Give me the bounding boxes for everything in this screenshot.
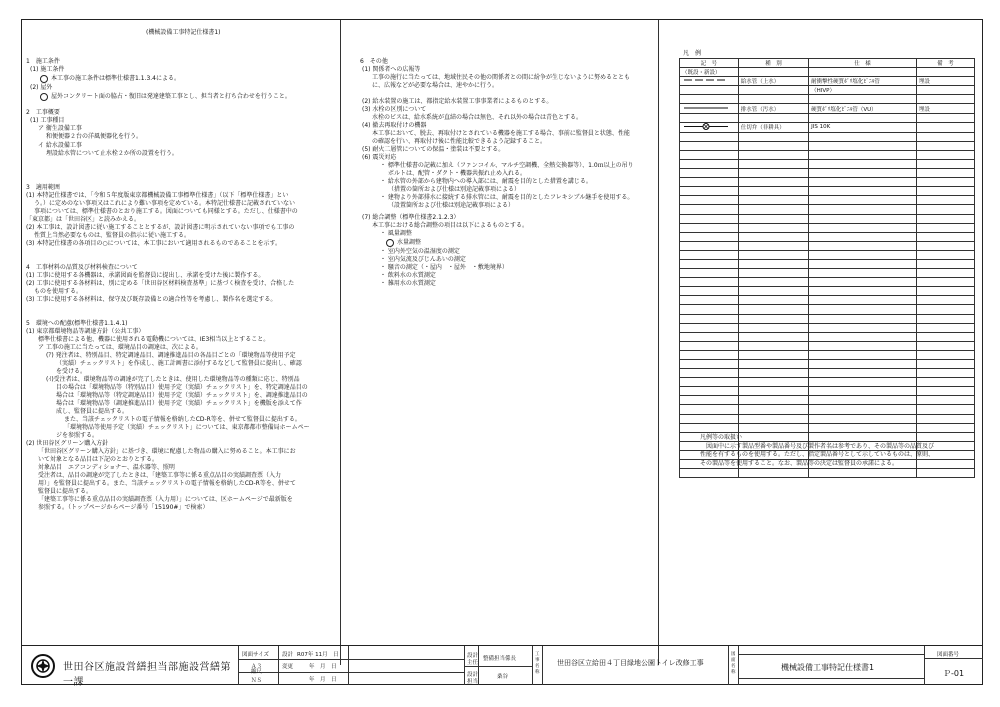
number-label: 図面番号 [937, 652, 960, 658]
drawing-name: 機械設備工事特記仕様書1 [781, 663, 875, 672]
spec-line-text: 和便便器２台の洋風便器化を行う。 [46, 133, 143, 140]
legend-cell [809, 113, 917, 122]
legend-cell [680, 113, 739, 122]
legend-empty-row [680, 250, 975, 259]
spec-line-text: (2) 給水装置の施工は、都指定給水装置工事事業者によるものとする。 [362, 98, 553, 105]
spec-line [46, 148, 178, 157]
legend-label: 凡 例 [683, 50, 702, 57]
legend-empty-row [680, 323, 975, 332]
spec-line-text: 本工事において、脱去、再取付けとされている機器を施工する場合、事前に監督員と状態、性能 [372, 130, 630, 137]
legend-row [680, 86, 975, 95]
spec-line-text: ・ 雑用水の水質測定 [380, 280, 436, 287]
note-line: その製品等を使用すること。なお、製品等の決定は監督員の承諾による。 [700, 459, 899, 467]
check-label-3: 設計 [467, 672, 479, 678]
size-label: 図面サイズ [242, 652, 270, 658]
spec-line-text: (3) 本特記仕様書の各項目の○については、本工事において適用されるものであることを示す。 [26, 240, 282, 247]
check-label-1: 設計 [467, 653, 479, 659]
spec-line-text: ・ 室内外空気の温湿度の測定 [380, 248, 460, 255]
spec-line-text: (2) 工事に使用する各材料は、別に定める「世田谷区材料検査基準」に基づく検査を受け、合格した [26, 280, 295, 287]
legend-empty-row [680, 405, 975, 414]
spec-line-text: 目の場合は「環境物品等（特別品目）使用予定（実績）チェックリスト」を、特定調達品目の [56, 384, 308, 391]
legend-empty-row [680, 196, 975, 205]
spec-line-text: を受ける。 [56, 368, 87, 375]
legend-empty-row [680, 141, 975, 150]
design-date: R07年 11月 日 [297, 652, 339, 658]
legend-cell [916, 95, 974, 104]
spec-line-text: 参照する。（トップページからページ番号「15190#」で検索） [38, 504, 209, 511]
spec-line [30, 82, 52, 91]
drawing-number: Ｐ-01 [943, 669, 965, 678]
legend-empty-row [680, 369, 975, 378]
spec-line-text: (6) 震災対応 [362, 154, 397, 161]
spec-line-text: (1) 施工条件 [30, 66, 65, 73]
spec-line-text: 標準仕様書による他、機器に使用される電動機については、IE3相当以上とすること。 [38, 336, 270, 343]
legend-row [680, 122, 975, 132]
legend-cell [916, 86, 974, 95]
spec-line [388, 200, 514, 209]
legend-cell [809, 68, 917, 77]
note-line: 図面中に示す製品型番や製品番号及び製作者名は参考であり、その製品等の品質及び [700, 442, 935, 450]
spec-line-text: (ｲ)受注者は、環境物品等の調達が完了したときは、使用した環境物品等の種類に応じ、特別品 [46, 376, 300, 383]
spec-line-text: 用）」を監督員に提出する。また、当該チェックリストの電子情報を格納したCD-R等を、併せて [38, 480, 296, 487]
spec-line-text: (7) 総合調整（標準仕様書2.1.2.3） [362, 214, 460, 221]
legend-cell [916, 113, 974, 122]
legend-empty-row [680, 269, 975, 278]
spec-line-text: (2) 本工事は、設計図書に従い施工することとするが、設計図書に明示されていない事項でも工事の [26, 224, 295, 231]
legend-cell [738, 86, 808, 95]
spec-line-text: 場合は「環境物品等（調達推進品目）使用予定（実績）チェックリスト」を機版を添えて作 [56, 400, 302, 407]
spec-line-text: 2 工事概要 [26, 109, 60, 116]
legend-cell [680, 95, 739, 104]
legend-empty-row [680, 396, 975, 405]
legend-empty-row [680, 159, 975, 168]
legend-cell [809, 95, 917, 104]
spec-line-text: ボルトは、配管・ダクト・機器共振れ止め入れる。 [388, 170, 527, 177]
drawing-label: 図面名称 [731, 652, 736, 675]
spec-line [30, 64, 64, 73]
legend-header: 種 別 [738, 59, 808, 68]
spec-line-text: (1) 工事種目 [30, 117, 65, 124]
legend-empty-row [680, 287, 975, 296]
legend-cell: 給水管（上水） [738, 77, 808, 86]
staff-name: 桑谷 [497, 674, 509, 680]
spec-line-text: 監督員に提出する。 [38, 488, 93, 495]
spec-line-text: 場合は「環境物品等（特定調達品目）使用予定（実績）チェックリスト」を、調達推進品目の [56, 392, 308, 399]
spec-line-text: 成し、監督員に提出する。 [56, 408, 129, 415]
legend-header: 備 考 [916, 59, 974, 68]
legend-empty-row [680, 187, 975, 196]
spec-line-text: (2) 世田谷区グリーン購入方針 [26, 440, 109, 447]
spec-line-text: また、当該チェックリストの電子情報を格納したCD-R等を、併せて監督員に提出する。 [64, 416, 301, 423]
legend-row [680, 95, 975, 104]
spec-line-text: （措置の箇所および仕様は別途記載事項による） [388, 186, 521, 193]
org-name: 世田谷区施設営繕担当部施設営繕第一課 [63, 662, 231, 688]
legend-cell: 排水管（汚水） [738, 104, 808, 113]
legend-row [680, 68, 975, 77]
work-label: 工事名称 [535, 652, 540, 675]
spec-line-text: ものを使用する。 [34, 288, 83, 295]
spec-line [56, 358, 302, 367]
spec-line [46, 131, 142, 140]
legend-empty-row [680, 378, 975, 387]
spec-line [40, 91, 291, 101]
design-label: 設計 [282, 652, 294, 658]
spec-line-text: 屋外コンクリート面の脇占・復旧は発達建築工事とし、担当者と打ち合わせを行うこと。 [51, 93, 291, 100]
spec-line [380, 228, 412, 237]
legend-header: 記 号 [680, 59, 739, 68]
spec-line-text: 「建築工事等に係る重点品目の実績調査票（入力用）」については、区ホームページで最新版を [38, 496, 293, 503]
spec-line-text: (4) 撤去再取付けの機器 [362, 122, 427, 129]
gate-valve-symbol-icon [682, 123, 730, 130]
legend-empty-row [680, 469, 975, 478]
spec-line-text: (1) 本特記仕様書では、「令和５年度版東京都機械設備工事標準仕様書」（以下「標準仕様書」とい [26, 192, 289, 199]
legend-cell [738, 113, 808, 122]
spec-line-text: いて対象となる品目は下記のとおりとする。 [38, 456, 159, 463]
legend-cell [680, 77, 739, 86]
note-line: 性能を有するものを使用する。ただし、指定製品番号として示しているものは、原則、 [700, 451, 935, 458]
spec-line [26, 238, 281, 247]
legend-empty-row [680, 241, 975, 250]
legend-empty-row [680, 332, 975, 341]
title-block [21, 645, 983, 688]
legend-empty-row [680, 178, 975, 187]
spec-line-text: 受注者は、品目の調達が完了したときは、「建築工事等に係る重点品目の実績調査票（入力 [38, 472, 282, 479]
legend-cell [916, 122, 974, 132]
spec-line-text: 対象品目 エアコンディショナー、温水器等、照明 [38, 464, 175, 471]
spec-line-text: (3) 工事に使用する各材料は、保守及び既存設備との適合性等を考慮し、製作名を選定する。 [26, 296, 277, 303]
legend-cell [680, 104, 739, 113]
legend-empty-row [680, 214, 975, 223]
spec-line-text: ・ 風量調整 [380, 230, 412, 237]
spec-line-text: 埋設給水管について止水栓２か所の設置を行う。 [46, 150, 178, 157]
spec-line-text: （実績）チェックリスト」を作成し、施工計画書に添付するなどして監督員に提出し、確認 [56, 360, 302, 367]
spec-line-text: 事項については、標準仕様書のとおり施工する。図面についても同様とする。ただし、仕様書中の [34, 208, 298, 215]
manager-title: 整備担当係長 [483, 656, 517, 662]
spec-line-text: 3 適用範囲 [26, 184, 60, 191]
spec-line-text: ・ 給水管の外部から建物内への導入部には、耐震を目的とした措置を講じる。 [380, 178, 592, 185]
legend-cell: （HIVP） [809, 86, 917, 95]
spec-line-text: (1) 関係者への広報等 [362, 66, 421, 73]
sheet-title: (機械設備工事特記仕様書1) [146, 29, 221, 36]
legend-cell [916, 68, 974, 77]
legend-cell: 仕切弁（非耕具） [738, 122, 808, 132]
spec-line-text: 4 工事材料の品質及び材料検査について [26, 264, 138, 271]
legend-cell [680, 86, 739, 95]
legend-cell [680, 122, 739, 132]
note-line: 凡例等の取扱い [700, 434, 743, 441]
revise-date: 年 月 日 [309, 664, 337, 670]
spec-line [26, 294, 276, 303]
check-label-2: 主任 [467, 660, 479, 666]
spec-line-text: 本工事における総合調整の項目は以下によるものとする。 [372, 222, 529, 229]
spec-line-text: (3) 水栓の区別について [362, 106, 427, 113]
spec-line [372, 80, 498, 89]
spec-line-text: 「環境物品等使用予定（実績）チェックリスト」については、東京都都市整備局ホームペー [64, 424, 310, 431]
spec-line-text: (1) 東京都環境物品等調達方針（公共工事） [26, 328, 145, 335]
legend-cell: 埋設 [916, 77, 974, 86]
spec-line-text: (1) 工事に使用する各機器は、承諾図面を監督員に提出し、承諾を受けた後に製作する。 [26, 272, 265, 279]
spec-line-text: 6 その他 [360, 58, 388, 65]
legend-cell [738, 68, 808, 77]
spec-line-text: ・ 建物より外部排水に接続する排水管には、耐震を目的としたフレキシブル継手を使用する。 [380, 194, 634, 201]
spec-line-text: 本工事の施工条件は標準仕様書1.1.3.4による。 [51, 75, 180, 82]
legend-empty-row [680, 414, 975, 423]
spec-line-text: 1 施工条件 [26, 58, 60, 65]
spec-line-text: 「東京都」は「世田谷区」と読みかえる。 [26, 216, 141, 223]
spec-line-text: 水量調整 [397, 239, 422, 246]
legend-empty-row [680, 350, 975, 359]
scale-value: ＮＳ [251, 678, 263, 684]
legend-empty-row [680, 296, 975, 305]
work-name: 世田谷区立給田４丁目緑地公園トイレ改修工事 [557, 659, 704, 667]
spec-line-text: に、広報などが必要な場合は、速やかに行う。 [372, 82, 499, 89]
supply-pipe-symbol-icon [682, 77, 730, 83]
legend-row [680, 77, 975, 86]
legend-empty-row [680, 132, 975, 141]
spec-line-text: ア 衛生設備工事 [38, 125, 82, 132]
check-label-4: 担当 [467, 679, 479, 685]
legend-notes [700, 434, 934, 468]
legend-cell: 埋設 [916, 104, 974, 113]
legend-empty-row [680, 423, 975, 432]
legend-empty-row [680, 305, 975, 314]
size-value: Ａ３ [251, 664, 263, 670]
legend-empty-row [680, 341, 975, 350]
legend-empty-row [680, 259, 975, 268]
legend-cell: 耐衝撃性硬質ﾎﾟﾘ塩化ﾋﾞﾆﾙ管 [809, 77, 917, 86]
spec-line-text: イ 給水設備工事 [38, 142, 82, 149]
spec-line-text: ・ 飲料水の水質測定 [380, 272, 436, 279]
legend-empty-row [680, 232, 975, 241]
legend-cell [738, 95, 808, 104]
spec-line-text: ・ 騒音の測定（・屋内 ・屋外 ・敷地境界） [380, 264, 508, 271]
legend-empty-row [680, 205, 975, 214]
ward-emblem-icon [31, 654, 55, 678]
spec-line-text: 水栓のビスは、給水系統が直結の場合は無色、それ以外の場合は青色とする。 [372, 114, 583, 121]
scale-label: 縮尺 [251, 669, 263, 675]
spec-line-text: ・ 標準仕様書の記載に加え（ファンコイル、マルチ空調機、全熱交換器等）、1.0ｍ以上の吊り [380, 162, 634, 169]
revise-label: 変更 [282, 664, 294, 670]
spec-line-text: の確認を行い、再取付け後に性能比較できるよう記録すること。 [372, 138, 547, 145]
legend-row [680, 113, 975, 122]
legend-header: 仕 様 [809, 59, 917, 68]
spec-line-text: ・ 室内気流及びじんあいの測定 [380, 256, 466, 263]
legend-cell: 硬質ﾎﾟﾘ塩化ﾋﾞﾆﾙ管（VU） [809, 104, 917, 113]
legend-empty-row [680, 360, 975, 369]
spec-line-text: ジを参照する。 [56, 432, 99, 439]
legend-empty-row [680, 278, 975, 287]
spec-line-text: 「世田谷区グリーン購入方針」に基づき、環境に配慮した物品の購入に努めること。本工事にお [38, 448, 296, 455]
spec-line-text: (ｱ) 発注者は、特別品目、特定調達品目、調達推進品目の各品目ごとの「環境物品等使用予定 [46, 352, 296, 359]
spec-line-text: (2) 屋外 [30, 84, 53, 91]
legend-empty-row [680, 314, 975, 323]
spec-line-text: (5) 耐火二層管についての保温・塗装は不要とする。 [362, 146, 505, 153]
legend-cell: （既設・新設） [680, 68, 739, 77]
revise-date-2: 年 月 日 [309, 677, 337, 683]
applied-mark-icon [40, 93, 48, 101]
spec-line [40, 73, 180, 83]
spec-line-text: ア 工事の施工に当たっては、環境品目の調達は、次による。 [38, 344, 202, 351]
legend-empty-row [680, 150, 975, 159]
spec-line-text: う。）に定めのない事項又はこれにより難い事項を定めている。本特記仕様書に記載されていない [34, 200, 296, 207]
legend-empty-row [680, 169, 975, 178]
spec-line-text: 5 環境への配慮(標準仕様書1.1.4.1) [26, 320, 128, 327]
spec-line [64, 422, 310, 431]
legend-empty-row [680, 387, 975, 396]
spec-line [380, 278, 436, 287]
legend-cell: JIS 10K [809, 122, 917, 132]
spec-line [38, 502, 208, 511]
drain-pipe-symbol-icon [682, 105, 730, 111]
spec-line-text: 性質上当然必要なものは、監督員の指示に従い施工する。 [34, 232, 191, 239]
legend-row [680, 104, 975, 113]
spec-line-text: （設置箇所および仕様は別途記載事項による） [388, 202, 515, 209]
spec-line-text: 工事の施行に当たっては、地域住民その他の関係者との間に紛争が生じないように努めるととも [372, 74, 631, 81]
legend-empty-row [680, 223, 975, 232]
legend-table [679, 58, 975, 478]
